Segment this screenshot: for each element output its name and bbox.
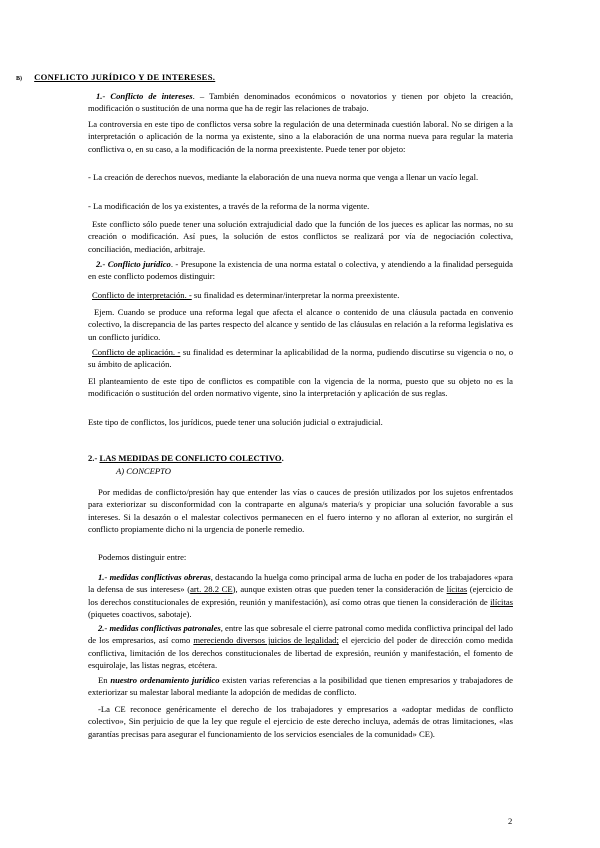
paragraph-text: (ejercicio de los derechos constitucionales de expresión, reunión y manifestación), así como otras que tienen la consideración de [88,584,513,607]
heading-number: B) [16,76,22,82]
paragraph-solucion-extrajudicial [88,218,513,255]
paragraph-podemos-distinguir [88,551,513,563]
paragraph-text: ), aunque existen otras que pueden tener la consideración de [232,584,447,595]
paragraph-text: , entre las que sobresale el cierre patronal como medida conflictiva principal del lado de los empresarios, así como [88,623,513,646]
paragraph-text: . – También denominados económicos o novatorios y tienen por objeto la creación, modificación o sustitución de una norma que ha de regir las relaciones de trabajo. [88,91,513,114]
term-label: 1.- medidas conflictivas obreras [98,572,211,582]
paragraph-ordenamiento [88,674,513,699]
heading-title: LAS MEDIDAS DE CONFLICTO COLECTIVO [99,453,282,463]
paragraph-modificacion [88,200,513,212]
heading-title: CONFLICTO JURÍDICO Y DE INTERESES. [34,72,216,82]
term-label: Conflicto de aplicación. - [92,347,181,357]
paragraph-text: -La CE reconoce genéricamente el derecho de los trabajadores y empresarios a «adoptar medidas de conflicto colectivo», Sin perjuicio de que la ley que regule el ejercicio de este derecho incluya, además de otras limitaciones, «las garantías precisas para asegurar el funcionamiento de los servicios esenciales de la comunidad» CE). [88,704,513,739]
paragraph-planteamiento [88,375,513,400]
paragraph-text: Este conflicto sólo puede tener una solución extrajudicial dado que la función de los jueces es aplicar las normas, no su creación o modificación. Así pues, la solución de estos conflictos se realizará por vía de negociación colectiva, conciliación, mediación, arbitraje. [88,219,513,254]
term-label: 2.- medidas conflictivas patronales [98,623,221,633]
paragraph-medidas-presion [88,486,513,535]
paragraph-text: (piquetes coactivos, sabotaje). [88,608,192,619]
heading-dot: . [281,453,284,463]
paragraph-medidas-obreras [88,571,513,620]
paragraph-text: La controversia en este tipo de conflictos versa sobre la regulación de una determinada cuestión laboral. No se dirigen a la interpretación o aplicación de la norma ya existente, sino a la elaboración de una norma nueva para regular la materia conflictiva o, en su caso, a la modificación de la norma preexistente. Puede tener por objeto: [88,119,513,154]
paragraph-text: Este tipo de conflictos, los jurídicos, puede tener una solución judicial o extrajudicial. [88,417,383,427]
paragraph-text: existen varias referencias a la posibilidad que tienen empresarios y trabajadores de exteriorizar su malestar laboral mediante la adopción de medidas de conflicto. [88,675,513,698]
term-label: nuestro ordenamiento jurídico [110,675,220,685]
page-number: 2 [508,816,513,826]
term-label: Conflicto de interpretación. - [92,290,192,300]
paragraph-text: , destacando la huelga como principal arma de lucha en poder de los trabajadores «para la defensa de sus intereses» ( [88,572,513,595]
paragraph-creacion [88,171,513,183]
paragraph-conflicto-interpretacion [88,289,513,301]
paragraph-conflicto-juridico [88,258,513,283]
subheading-text: A) CONCEPTO [116,466,171,476]
section-heading-medidas [88,452,513,464]
paragraph-ce-reconoce [88,703,513,740]
term-label: 2.- Conflicto jurídico [96,259,171,269]
term-licitas: lícitas [446,584,468,595]
paragraph-text: su finalidad es determinar la aplicabilidad de la norma, pudiendo discutirse su vigencia o no, o su ámbito de aplicación. [88,347,513,370]
heading-number: 2.- [88,453,100,463]
paragraph-text: . - Presupone la existencia de una norma estatal o colectiva, y atendiendo a la finalidad perseguida en este conflicto podemos distinguir: [88,259,513,282]
article-reference: art. 28.2 CE [190,584,233,595]
paragraph-controversia [88,118,513,155]
paragraph-text: - La modificación de los ya existentes, a través de la reforma de la norma vigente. [88,201,370,211]
paragraph-tipo-conflictos [88,416,513,428]
paragraph-text: - La creación de derechos nuevos, mediante la elaboración de una nueva norma que venga a llenar un vacío legal. [88,172,479,182]
paragraph-text: El planteamiento de este tipo de conflictos es compatible con la vigencia de la norma, puesto que su objeto no es la modificación o sustitución del orden normativo vigente, sino la interpretación y aplicación de sus reglas. [88,376,513,399]
paragraph-conflicto-aplicacion [88,346,513,371]
subheading-concepto [88,466,513,476]
term-ilicitas: ilícitas [490,596,513,607]
paragraph-conflicto-intereses [88,90,513,115]
paragraph-text: su finalidad es determinar/interpretar la norma preexistente. [191,290,400,300]
paragraph-text: el ejercicio del poder de dirección como medida conflictiva, limitación de los derechos constitucionales de libertad de expresión, reunión y manifestación, el fomento de esquirolaje, las listas negras, etcétera. [88,635,513,670]
paragraph-text: Ejem. Cuando se produce una reforma legal que afecta el alcance o contenido de una cláusula pactada en convenio colectivo, la discrepancia de las partes respecto del alcance y sentido de las cláusulas en relación a la reforma legislativa es un conflicto jurídico. [88,307,513,342]
paragraph-text: En [98,675,111,685]
underlined-phrase: mereciendo diversos juicios de legalidad; [193,635,339,646]
section-heading-b [16,71,416,85]
paragraph-medidas-patronales [88,622,513,671]
paragraph-text: Podemos distinguir entre: [98,552,187,562]
paragraph-text: Por medidas de conflicto/presión hay que entender las vías o cauces de presión utilizados por los sujetos enfrentados para exteriorizar su disconformidad con la contraparte en alguna/s materia/s y propiciar una solución favorable a sus intereses. Si la desazón o el malestar colectivos permanecen en el fuero interno y no afloran al exterior, no surgirán el conflicto propiamente dicho ni la urgencia de ponerle remedio. [88,487,513,534]
paragraph-ejemplo [88,306,513,343]
term-label: 1.- Conflicto de intereses [96,91,193,101]
